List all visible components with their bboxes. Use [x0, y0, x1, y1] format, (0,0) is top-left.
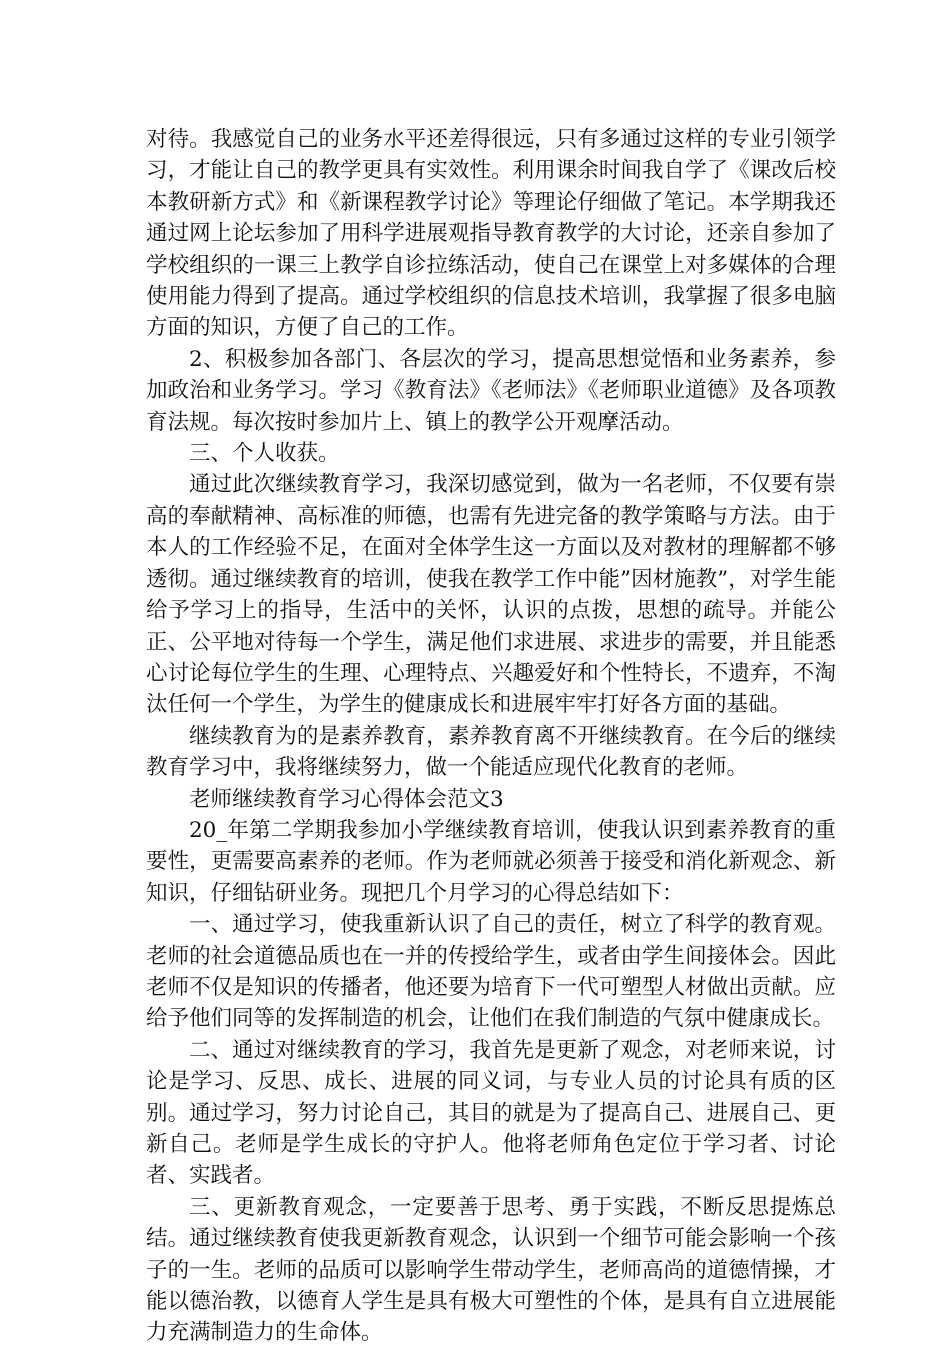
section-heading-personal-gains: 三、个人收获。 [189, 441, 340, 467]
document-body [146, 124, 836, 1349]
paragraph-quality-education: 继续教育为的是素养教育，素养教育离不开继续教育。在今后的继续教育学习中，我将继续努力，做一个能适应现代化教育的老师。 [146, 723, 836, 781]
paragraph-point-one: 一、通过学习，使我重新认识了自己的责任，树立了科学的教育观。老师的社会道德品质也在一并的传授给学生，或者由学生间接体会。因此老师不仅是知识的传播者，他还要为培育下一代可塑型人材做出贡献。应给予他们同等的发挥制造的机会，让他们在我们制造的气氛中健康成长。 [146, 912, 836, 1032]
paragraph-gains: 通过此次继续教育学习，我深切感觉到，做为一名老师，不仅要有崇高的奉献精神、高标准的师德，也需有先进完备的教学策略与方法。由于本人的工作经验不足，在面对全体学生这一方面以及对教材的理解都不够透彻。通过继续教育的培训，使我在教学工作中能”因材施教”，对学生能给予学习上的指导，生活中的关怀，认识的点拨，思想的疏导。并能公正、公平地对待每一个学生，满足他们求进展、求进步的需要，并且能悉心讨论每位学生的生理、心理特点、兴趣爱好和个性特长，不遗弃，不淘汰任何一个学生，为学生的健康成长和进展牢牢打好各方面的基础。 [146, 472, 836, 718]
paragraph-point-two: 二、通过对继续教育的学习，我首先是更新了观念，对老师来说，讨论是学习、反思、成长、进展的同义词，与专业人员的讨论具有质的区别。通过学习，努力讨论自己，其目的就是为了提高自己、进展自己、更新自己。老师是学生成长的守护人。他将老师角色定位于学习者、讨论者、实践者。 [146, 1037, 836, 1189]
paragraph-point-three: 三、更新教育观念，一定要善于思考、勇于实践，不断反思提炼总结。通过继续教育使我更新教育观念，认识到一个细节可能会影响一个孩子的一生。老师的品质可以影响学生带动学生，老师高尚的道德情操，才能以德治教，以德育人学生是具有极大可塑性的个体，是具有自立进展能力充满制造力的生命体。 [146, 1194, 836, 1346]
paragraph-continuation: 对待。我感觉自己的业务水平还差得很远，只有多通过这样的专业引领学习，才能让自己的教学更具有实效性。利用课余时间我自学了《课改后校本教研新方式》和《新课程教学讨论》等理论仔细做了笔记。本学期我还通过网上论坛参加了用科学进展观指导教育教学的大讨论，还亲自参加了学校组织的一课三上教学自诊拉练活动，使自己在课堂上对多媒体的合理使用能力得到了提高。通过学校组织的信息技术培训，我掌握了很多电脑方面的知识，方便了自己的工作。 [146, 127, 836, 341]
paragraph-intro-sample-3: 20_年第二学期我参加小学继续教育培训，使我认识到素养教育的重要性，更需要高素养的老师。作为老师就必须善于接受和消化新观念、新知识，仔细钻研业务。现把几个月学习的心得总结如下： [146, 817, 836, 906]
article-title-sample-3: 老师继续教育学习心得体会范文3 [189, 786, 504, 812]
paragraph-study-departments: 2、积极参加各部门、各层次的学习，提高思想觉悟和业务素养，参加政治和业务学习。学习《教育法》《老师法》《老师职业道德》及各项教育法规。每次按时参加片上、镇上的教学公开观摩活动。 [146, 346, 836, 435]
